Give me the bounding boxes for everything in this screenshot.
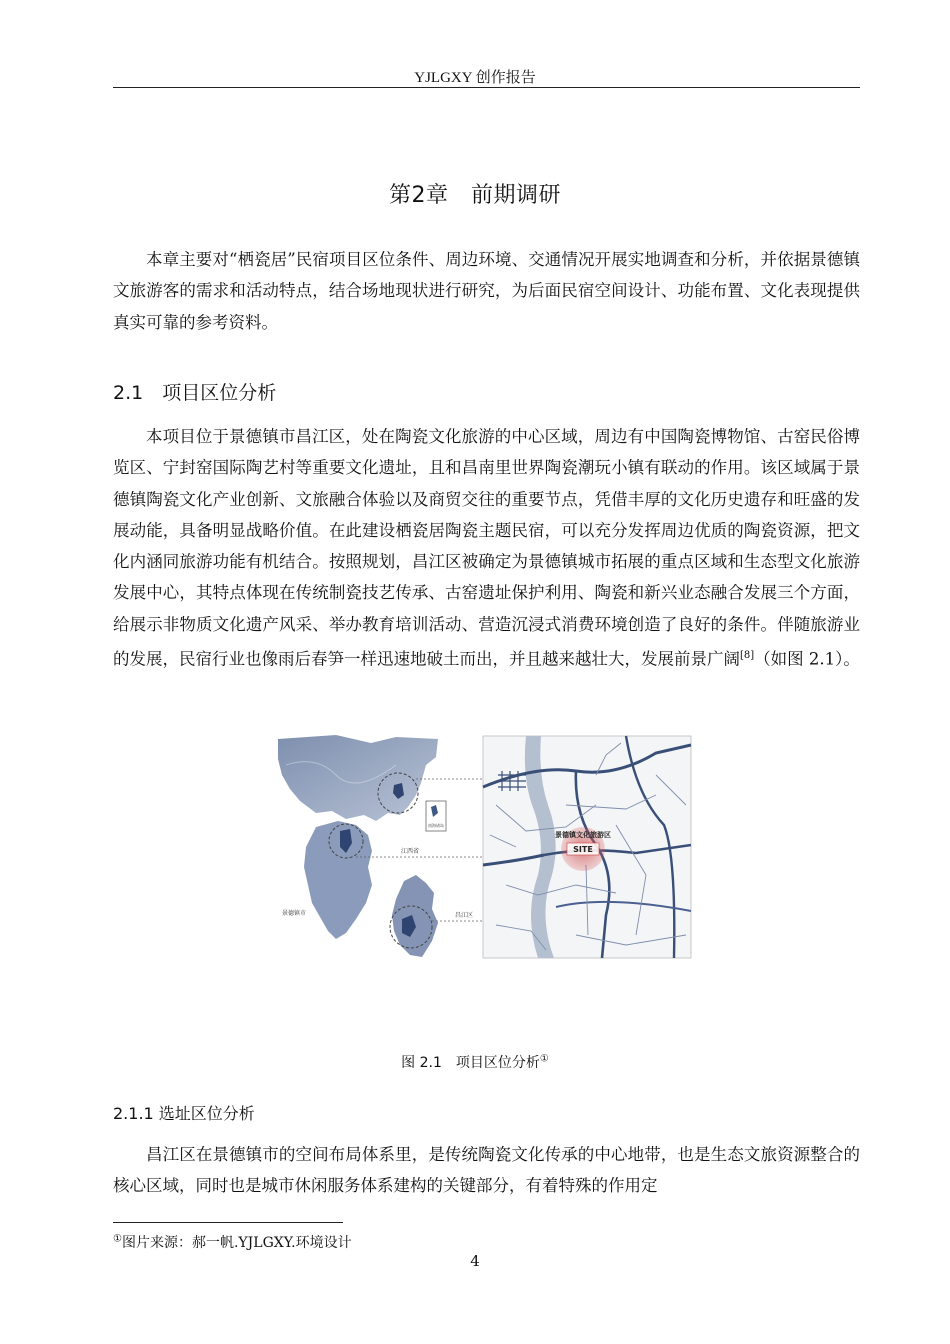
footnote-mark: ① <box>113 1233 122 1245</box>
south-sea-label: 南海诸岛 <box>428 823 444 828</box>
jiangxi-map-shape <box>304 821 372 939</box>
jiangxi-label: 江西省 <box>400 848 420 855</box>
section-heading-2-1: 2.1 项目区位分析 <box>113 382 277 404</box>
site-label: SITE <box>573 845 593 854</box>
changjiang-label: 昌江区 <box>454 912 474 919</box>
location-figure <box>276 735 692 959</box>
running-header: YJLGXY 创作报告 <box>414 70 536 86</box>
figure-caption-text: 图 2.1 项目区位分析 <box>401 1055 540 1071</box>
jingdezhen-label: 景德镇市 <box>281 910 307 917</box>
district-label: 景德镇文化旅游区 <box>555 831 611 839</box>
section-2-1-text: 本项目位于景德镇市昌江区，处在陶瓷文化旅游的中心区域，周边有中国陶瓷博物馆、古窑民俗博览区、宁封窑国际陶艺村等重要文化遗址，且和昌南里世界陶瓷潮玩小镇有联动的作用。该区域属于景德镇陶瓷文化产业创新、文旅融合体验以及商贸交往的重要节点，凭借丰厚的文化历史遗存和旺盛的发展动能，具备明显战略价值。在此建设栖瓷居陶瓷主题民宿，可以充分发挥周边优质的陶瓷资源，把文化内涵同旅游功能有机结合。按照规划，昌江区被确定为景德镇城市拓展的重点区域和生态型文化旅游发展中心，其特点体现在传统制瓷技艺传承、古窑遗址保护利用、陶瓷和新兴业态融合发展三个方面，给展示非物质文化遗产风采、举办教育培训活动、营造沉浸式消费环境创造了良好的条件。伴随旅游业的发展，民宿行业也像雨后春笋一样迅速地破土而出，并且越来越壮大，发展前景广阔 <box>113 427 860 669</box>
location-map-svg <box>276 735 692 959</box>
header-rule <box>113 87 860 88</box>
china-map-shape <box>278 735 438 821</box>
footnote-rule <box>113 1222 343 1223</box>
citation-mark: [8] <box>740 650 755 662</box>
section-heading-2-1-1: 2.1.1 选址区位分析 <box>113 1104 255 1123</box>
figure-caption <box>0 1052 950 1072</box>
footnote <box>113 1232 352 1252</box>
intro-text: 本章主要对“栖瓷居”民宿项目区位条件、周边环境、交通情况开展实地调查和分析，并依据景德镇文旅游客的需求和活动特点，结合场地现状进行研究，为后面民宿空间设计、功能布置、文化表现提供真实可靠的参考资料。 <box>113 250 860 332</box>
footnote-text: 图片来源：郝一帆.YJLGXY.环境设计 <box>121 1235 352 1251</box>
section-2-1-tail: （如图 2.1）。 <box>754 649 860 669</box>
section-2-1-1-text: 昌江区在景德镇市的空间布局体系里，是传统陶瓷文化传承的中心地带，也是生态文旅资源整合的核心区域，同时也是城市休闲服务体系建构的关键部分，有着特殊的作用定 <box>113 1145 860 1196</box>
page-number: 4 <box>470 1252 480 1270</box>
chapter-title: 第2章 前期调研 <box>389 183 561 208</box>
section-2-1-1-paragraph <box>113 1139 860 1202</box>
intro-paragraph <box>113 244 860 338</box>
section-2-1-paragraph <box>113 421 860 675</box>
street-map-panel <box>483 736 691 958</box>
figure-caption-mark: ① <box>539 1053 549 1065</box>
